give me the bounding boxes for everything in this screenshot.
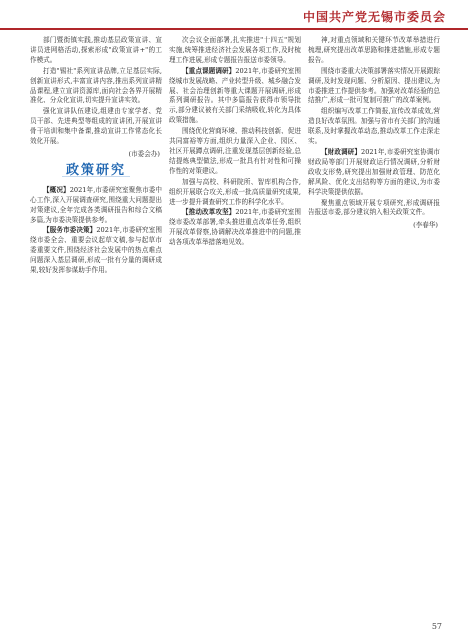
author-signature: (市委会办) <box>128 149 160 158</box>
header-title: 中国共产党无锡市委员会 <box>302 10 446 24</box>
author-signature: (李春华) <box>413 221 438 230</box>
column-1 <box>30 36 162 277</box>
page-number: 57 <box>431 622 442 631</box>
paragraph: 次会议全面部署,扎实推进"十四五"规划实施,统筹推进经济社会发展各项工作,及时梳理工作进展,形成专题报告报送市委领导。 <box>169 36 301 64</box>
paragraph: 加强与高校、科研院所、智库机构合作,组织开展联合攻关,形成一批高质量研究成果,进一步提升调查研究工作的科学化水平。 <box>169 177 301 206</box>
paragraph: 打造"锡社"系列宣讲品牌,立足基层实际,创新宣讲形式,丰富宣讲内容,推出系列宣讲精品课程,建立宣讲资源库,面向社会各界开展精准化、分众化宣讲,切实提升宣讲实效。 <box>30 66 162 105</box>
paragraph: 围绕优化营商环境、推动科技创新、促进共同富裕等方面,组织力量深入企业、园区、社区开展蹲点调研,注重发现基层创新经验,总结提炼典型做法,形成一批具有针对性和可操作性的对策建议。 <box>169 127 301 175</box>
paragraph <box>169 67 301 126</box>
paragraph-lead: 【概况】 <box>43 185 70 194</box>
paragraph <box>308 148 440 198</box>
paragraph-text: 2021年,市委研究室围绕市委全会、重要会议起草文稿,参与起草市委重要文件,围绕经济社会发展中的热点难点问题深入基层调研,形成一批有分量的调研成果,较好发挥参谋助手作用。 <box>30 226 162 275</box>
paragraph: 围绕市委重大决策部署落实情况开展跟踪调研,及时发现问题、分析原因、提出建议,为市委推进工作提供参考。加强对改革经验的总结推广,形成一批可复制可推广的改革案例。 <box>308 66 440 105</box>
paragraph-lead: 【推动改革攻坚】 <box>182 208 236 217</box>
paragraph: 组织编写改革工作简报,宣传改革成效,营造良好改革氛围。加强与省市有关部门的沟通联系,及时掌握改革动态,推动改革工作走深走实。 <box>308 107 440 146</box>
paragraph: 部门暨街镇实践,推动基层政策宣讲、宣讲员进网格活动,探索形成"政策宣讲+"的工作模式。 <box>30 36 162 64</box>
paragraph-text: 2021年,市委研究室围绕市委改革部署,牵头推进重点改革任务,组织开展改革督察,协调解决改革推进中的问题,推动各项改革举措落地见效。 <box>169 208 301 247</box>
paragraph <box>30 186 162 226</box>
paragraph-lead: 【重点课题调研】 <box>182 66 236 75</box>
paragraph <box>169 208 301 248</box>
paragraph-text: 2021年,市委研究室聚焦市委中心工作,深入开展调查研究,围绕重大问题提出对策建议,全年完成各类调研报告和综合文稿多篇,为市委决策提供参考。 <box>30 185 162 224</box>
paragraph: 强化宣讲队伍建设,组建由专家学者、党员干部、先进典型等组成的宣讲团,开展宣讲骨干培训和集中备课,推动宣讲工作常态化长效化开展。 <box>30 107 162 146</box>
paragraph: 聚焦重点领域开展专项研究,形成调研报告报送市委,部分建议纳入相关政策文件。 <box>308 198 440 217</box>
header-rule <box>0 28 468 30</box>
section-title <box>30 162 162 178</box>
paragraph-lead: 【服务市委决策】 <box>43 226 97 235</box>
column-3 <box>308 36 440 237</box>
paragraph-lead: 【财政调研】 <box>321 147 362 156</box>
section-title-text: 政策研究 <box>62 166 130 177</box>
page-header <box>0 0 468 30</box>
column-2 <box>169 36 301 249</box>
paragraph: 神,对重点领域和关键环节改革举措进行梳理,研究提出改革思路和推进措施,形成专题报告。 <box>308 36 440 64</box>
paragraph <box>30 226 162 276</box>
paragraph-text: 2021年,市委研究室协调市财政局等部门开展财政运行情况调研,分析财政收支形势,研究提出加强财政管理、防范化解风险、优化支出结构等方面的建议,为市委科学决策提供依据。 <box>308 147 440 196</box>
paragraph-text: 2021年,市委研究室围绕城市发展战略、产业转型升级、城乡融合发展、社会治理创新等重大课题开展调研,形成系列调研报告。其中多篇报告获得市领导批示,部分建议被有关部门采纳吸收,转化为具体政策措施。 <box>169 66 301 125</box>
